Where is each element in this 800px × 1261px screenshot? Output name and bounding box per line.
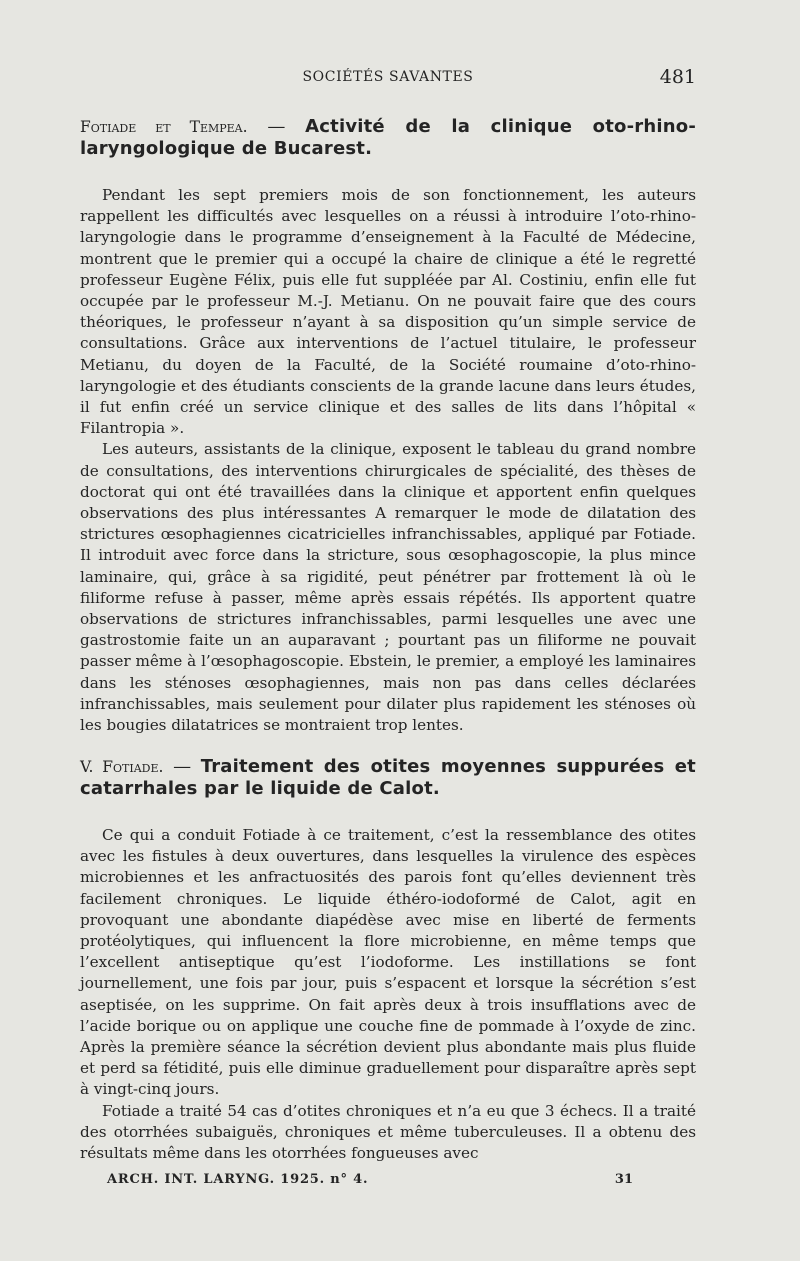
article-heading — [80, 116, 696, 160]
paragraph: Ce qui a conduit Fotiade à ce traitement, c’est la ressemblance des otites avec les fistules à deux ouvertures, dans lesquelles la virulence des espèces microbiennes et les anfractuosités des parois font qu’elles deviennent très facilement chroniques. Le liquide éthéro-iodoformé de Calot, agit en provoquant une abondante diapédèse avec mise en liberté de ferments protéolytiques, qui influencent la flore microbienne, en même temps que l’excellent antiseptique qu’est l’iodoforme. Les instillations se font journellement, une fois par jour, puis s’espacent et lorsque la sécrétion s’est aseptisée, on les supprime. On fait après deux à trois insufflations avec de l’acide borique ou on applique une couche fine de pommade à l’oxyde de zinc. Après la première séance la sécrétion devient plus abondante mais plus fluide et perd sa fétidité, puis elle diminue graduellement pour disparaître après sept à vingt-cinq jours. — [80, 826, 696, 1099]
journal-reference: ARCH. INT. LARYNG. 1925. n° 4. — [107, 1172, 369, 1187]
article-fotiade-tempea — [80, 116, 696, 736]
article-title: Traitement des otites moyennes suppurées et catarrhales par le liquide de Calot. — [80, 756, 696, 799]
article-authors: V. Fotiade. — [80, 758, 164, 776]
article-authors: Fotiade et Tempea. — [80, 118, 248, 136]
running-title: SOCIÉTÉS SAVANTES — [302, 69, 474, 85]
heading-separator: — — [163, 756, 201, 777]
article-v-fotiade — [80, 756, 696, 1164]
page-header — [80, 66, 696, 90]
article-title: Activité de la clinique oto-rhino-laryngologique de Bucarest. — [80, 116, 697, 159]
heading-separator: — — [247, 116, 306, 137]
article-heading — [80, 756, 696, 800]
paragraph: Pendant les sept premiers mois de son fonctionnement, les auteurs rappellent les difficultés avec lesquelles on a réussi à introduire l’oto-rhino-laryngologie dans le programme d’enseignement à la Faculté de Médecine, montrent que le premier qui a occupé la chaire de clinique a été le regretté professeur Eugène Félix, puis elle fut suppléée par Al. Costiniu, enfin elle fut occupée par le professeur M.-J. Metianu. On ne pouvait faire que des cours théoriques, le professeur n’ayant à sa disposition qu’un simple service de consultations. Grâce aux interventions de l’actuel titulaire, le professeur Metianu, du doyen de la Faculté, de la Société roumaine d’oto-rhino-laryngologie et des étudiants conscients de la grande lacune dans leurs études, il fut enfin créé un service clinique et des salles de lits dans l’hôpital « Filantropia ». — [80, 186, 696, 438]
paragraph: Les auteurs, assistants de la clinique, exposent le tableau du grand nombre de consultations, des interventions chirurgicales de spécialité, des thèses de doctorat qui ont été travaillées dans la clinique et apportent enfin quelques observations des plus intéressantes A remarquer le mode de dilatation des strictures œsophagiennes cicatricielles infranchissables, appliqué par Fotiade. Il introduit avec force dans la stricture, sous œsophagoscopie, la plus mince laminaire, qui, grâce à sa rigidité, peut pénétrer par frottement là où le filiforme refuse à passer, même après essais répétés. Ils apportent quatre observations de strictures infranchissables, parmi lesquelles une avec une gastrostomie faite un an auparavant ; pourtant pas un filiforme ne pouvait passer même à l’œsophagoscopie. Ebstein, le premier, a employé les laminaires dans les sténoses œsophagiennes, mais non pas dans celles déclarées infranchissables, mais seulement pour dilater plus rapidement les sténoses où les bougies dilatatrices se montraient trop lentes. — [80, 440, 696, 735]
page-footer — [107, 1172, 633, 1194]
page-number: 481 — [659, 66, 696, 88]
printer-signature: 31 — [614, 1172, 633, 1187]
paragraph: Fotiade a traité 54 cas d’otites chroniques et n’a eu que 3 échecs. Il a traité des otorrhées subaiguës, chroniques et même tuberculeuses. Il a obtenu des résultats même dans les otorrhées fongueuses avec — [80, 1101, 696, 1163]
